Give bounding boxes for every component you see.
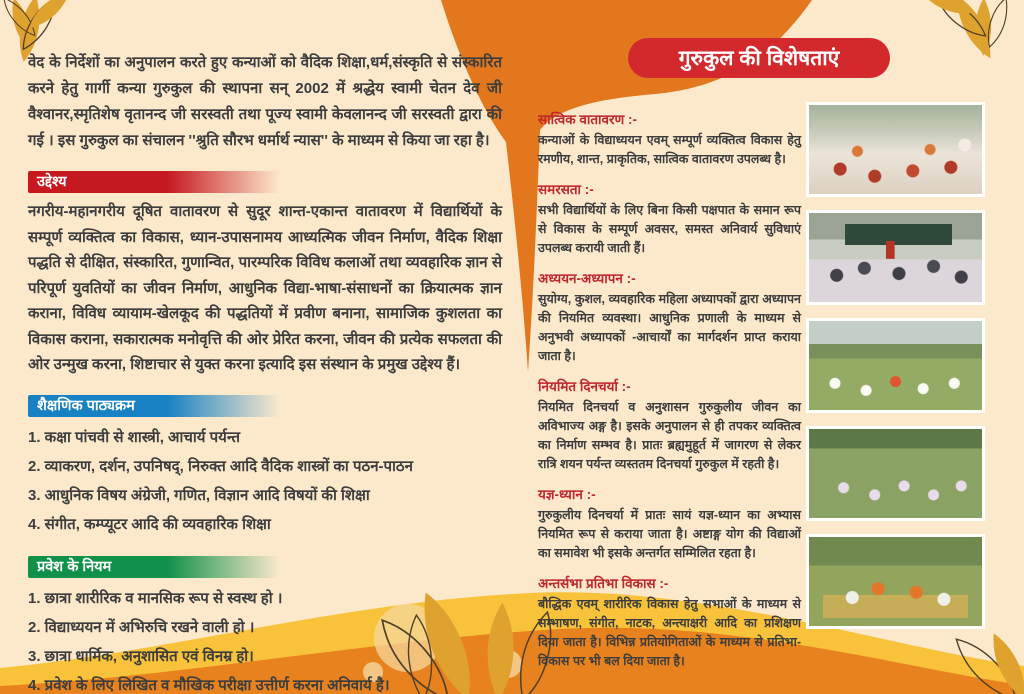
section-header-curriculum bbox=[28, 395, 280, 417]
meditation-rows-photo bbox=[806, 426, 985, 521]
feature-body: सुयोग्य, कुशल, व्यवहारिक महिला अध्यापकों द्वारा अध्यापन की नियमित व्यवस्था। आधुनिक प्रणाली के माध्यम से अनुभवी अध्यापकों -आचार्यों का मार्गदर्शन प्राप्त कराया जाता है। bbox=[538, 292, 801, 363]
page-title-label: गुरुकुल की विशेषताएं bbox=[678, 47, 840, 70]
top-right-leaves bbox=[920, 0, 1016, 63]
feature-heading: यज्ञ-ध्यान :- bbox=[538, 487, 596, 502]
section-header-objectives bbox=[28, 171, 280, 193]
admission-rules-list bbox=[28, 584, 502, 694]
feature-section bbox=[538, 269, 801, 366]
features-column bbox=[538, 110, 801, 682]
admission-rule-item: 3. छात्रा धार्मिक, अनुशासित एवं विनम्र हो। bbox=[28, 647, 254, 665]
feature-section bbox=[538, 110, 801, 169]
section-header-objectives-label: उद्देश्य bbox=[37, 174, 67, 190]
feature-body: नियमित दिनचर्या व अनुशासन गुरुकुलीय जीवन का अविभाज्य अङ्ग है। इसके अनुपालन से ही तपकर व्यक्तित्व का निर्माण सम्भव है। प्रातः ब्रह्यमुहूर्त में जागरण से लेकर रात्रि शयन पर्यन्त व्यस्ततम दिनचर्या गुरुकुल में रहती है। bbox=[538, 400, 801, 471]
section-header-admission-rules-label: प्रवेश के नियम bbox=[37, 558, 112, 575]
feature-body: गुरुकुलीय दिनचर्या में प्रातः सायं यज्ञ-ध्यान का अभ्यास नियमित रूप से कराया जाता है। अष्टाङ्ग योग की विद्याओं का समावेश भी इसके अन्तर्गत सम्मिलित रहता है। bbox=[538, 508, 801, 560]
curriculum-item: 1. कक्षा पांचवी से शास्त्री, आचार्य पर्यन्त bbox=[28, 428, 241, 446]
feature-section bbox=[538, 485, 801, 563]
outdoor-exercise-photo bbox=[806, 318, 985, 413]
assembly-ceremony-photo bbox=[806, 102, 985, 197]
admission-rule-item: 1. छात्रा शारीरिक व मानसिक रूप से स्वस्थ हो । bbox=[28, 589, 283, 607]
classroom-lesson-photo bbox=[806, 210, 985, 305]
reading-circle-photo bbox=[806, 534, 985, 629]
feature-heading: अध्ययन-अध्यापन :- bbox=[538, 271, 636, 286]
feature-section bbox=[538, 180, 801, 258]
feature-body: बौद्धिक एवम् शारीरिक विकास हेतु सभाओं के माध्यम से सम्भाषण, संगीत, नाटक, अन्त्याक्षरी आदि का प्रशिक्षण दिया जाता है। विभिन्न प्रतियोगिताओं के माध्यम से प्रतिभा-विकास पर भी बल दिया जाता है। bbox=[538, 597, 801, 668]
feature-heading: समरसता :- bbox=[538, 182, 594, 197]
feature-heading: नियमित दिनचर्या :- bbox=[538, 379, 631, 394]
feature-section bbox=[538, 377, 801, 474]
curriculum-item: 3. आधुनिक विषय अंग्रेजी, गणित, विज्ञान आदि विषयों की शिक्षा bbox=[28, 486, 370, 504]
section-header-curriculum-label: शैक्षणिक पाठ्यक्रम bbox=[37, 397, 135, 414]
feature-heading: अन्तर्सभा प्रतिभा विकास :- bbox=[538, 576, 669, 591]
feature-body: कन्याओं के विद्याध्ययन एवम् सम्पूर्ण व्यक्तित्व विकास हेतु रमणीय, शान्त, प्राकृतिक, सात्विक वातावरण उपलब्ध है। bbox=[538, 133, 801, 166]
curriculum-item: 2. व्याकरण, दर्शन, उपनिषद्, निरुक्त आदि वैदिक शास्त्रों का पठन-पाठन bbox=[28, 457, 413, 475]
intro-paragraph: वेद के निर्देशों का अनुपालन करते हुए कन्याओं को वैदिक शिक्षा,धर्म,संस्कृति से संस्कारित करने हेतु गार्गी कन्या गुरुकुल की स्थापना सन् 2002 में श्रद्धेय स्वामी चेतन देव जी वैश्वानर,स्मृतिशेष वृतानन्द जी सरस्वती तथा पूज्य स्वामी केवलानन्द जी सरस्वती द्वारा की गई । इस गुरुकुल का संचालन ''श्रुति सौरभ धर्मार्थ न्यास'' के माध्यम से किया जा रहा है। bbox=[28, 54, 502, 149]
left-panel bbox=[28, 50, 502, 694]
admission-rule-item: 4. प्रवेश के लिए लिखित व मौखिक परीक्षा उत्तीर्ण करना अनिवार्य है। bbox=[28, 676, 390, 694]
photo-column bbox=[806, 102, 985, 642]
admission-rule-item: 2. विद्याध्ययन में अभिरुचि रखने वाली हो । bbox=[28, 618, 255, 636]
curriculum-list bbox=[28, 423, 502, 539]
section-header-admission-rules bbox=[28, 556, 280, 578]
curriculum-item: 4. संगीत, कम्प्यूटर आदि की व्यवहारिक शिक्षा bbox=[28, 515, 271, 533]
objectives-text: नगरीय-महानगरीय दूषित वातावरण से सुदूर शान्त-एकान्त वातावरण में विद्यार्थियों के सम्पूर्ण व्यक्तित्व का विकास, ध्यान-उपासनामय आध्यत्मिक जीवन निर्माण, वैदिक शिक्षा पद्धति से दीक्षित, संस्कारित, गुणान्वित, पारम्परिक विविध कलाओं तथा व्यवहारिक ज्ञान से परिपूर्ण युवतियों का जीवन निर्माण, आधुनिक विद्या-भाषा-संसाधनों का क्रियात्मक ज्ञान कराना, विविध व्यायाम-खेलकूद की पद्धतियों में प्रवीण बनाना, सामाजिक कुशलता का विकास कराना, सकारात्मक मनोवृत्ति की ओर प्रेरित करना, जीवन की प्रत्येक सफलता की ओर उन्मुख करना, शिष्टाचार से युक्त करना इत्यादि इस संस्थान के प्रमुख उद्देश्य हैं। bbox=[28, 203, 502, 373]
feature-heading: सात्विक वातावरण :- bbox=[538, 112, 638, 127]
feature-body: सभी विद्यार्थियों के लिए बिना किसी पक्षपात के समान रूप से विकास के सम्पूर्ण अवसर, समस्त अनिवार्य सुविधाएं उपलब्ध करायी जाती हैं। bbox=[538, 203, 801, 255]
feature-section bbox=[538, 574, 801, 671]
page-title bbox=[628, 38, 890, 78]
